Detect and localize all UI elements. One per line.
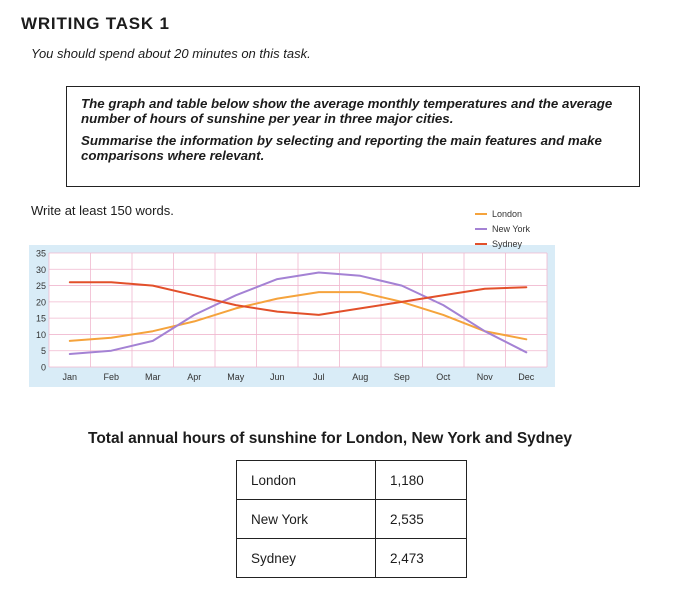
task-heading: WRITING TASK 1 — [21, 14, 170, 33]
hours-cell: 2,473 — [376, 539, 467, 578]
x-tick-label: Aug — [352, 372, 369, 382]
y-tick-label: 5 — [40, 346, 46, 357]
sunshine-table — [236, 460, 467, 578]
x-tick-label: Jan — [62, 372, 78, 382]
y-tick-label: 20 — [35, 297, 46, 308]
y-tick-label: 15 — [35, 313, 46, 324]
x-tick-label: Oct — [436, 372, 451, 382]
city-cell: Sydney — [237, 539, 376, 578]
city-cell: London — [237, 461, 376, 500]
word-limit-note: Write at least 150 words. — [31, 203, 174, 218]
prompt-description: The graph and table below show the average monthly temperatures and the average number of hours of sunshine per year in three major cities. — [81, 96, 613, 126]
y-tick-label: 0 — [40, 362, 46, 373]
x-tick-label: Jul — [312, 372, 325, 382]
prompt-instruction: Summarise the information by selecting and reporting the main features and make comparisons where relevant. — [81, 133, 602, 163]
y-tick-label: 30 — [35, 264, 46, 275]
x-tick-label: Dec — [518, 372, 535, 382]
y-tick-label: 35 — [35, 248, 46, 259]
x-tick-label: Sep — [393, 372, 410, 382]
x-tick-label: Jun — [269, 372, 285, 382]
hours-cell: 2,535 — [376, 500, 467, 539]
city-cell: New York — [237, 500, 376, 539]
x-tick-label: Mar — [145, 372, 161, 382]
time-instruction: You should spend about 20 minutes on this task. — [31, 46, 311, 61]
x-tick-label: May — [227, 372, 245, 382]
legend-label: Sydney — [492, 239, 523, 249]
legend-label: London — [492, 209, 523, 219]
table-title: Total annual hours of sunshine for London, New York and Sydney — [88, 430, 572, 447]
temperature-line-chart — [29, 200, 559, 392]
table-row — [237, 500, 467, 539]
y-tick-label: 25 — [35, 281, 46, 292]
table-row — [237, 539, 467, 578]
hours-cell: 1,180 — [376, 461, 467, 500]
table-row — [237, 461, 467, 500]
legend-label: New York — [492, 224, 531, 234]
y-tick-label: 10 — [35, 329, 46, 340]
x-tick-label: Feb — [103, 372, 120, 382]
prompt-box — [66, 86, 640, 187]
x-tick-label: Nov — [476, 372, 493, 382]
x-tick-label: Apr — [187, 372, 202, 382]
